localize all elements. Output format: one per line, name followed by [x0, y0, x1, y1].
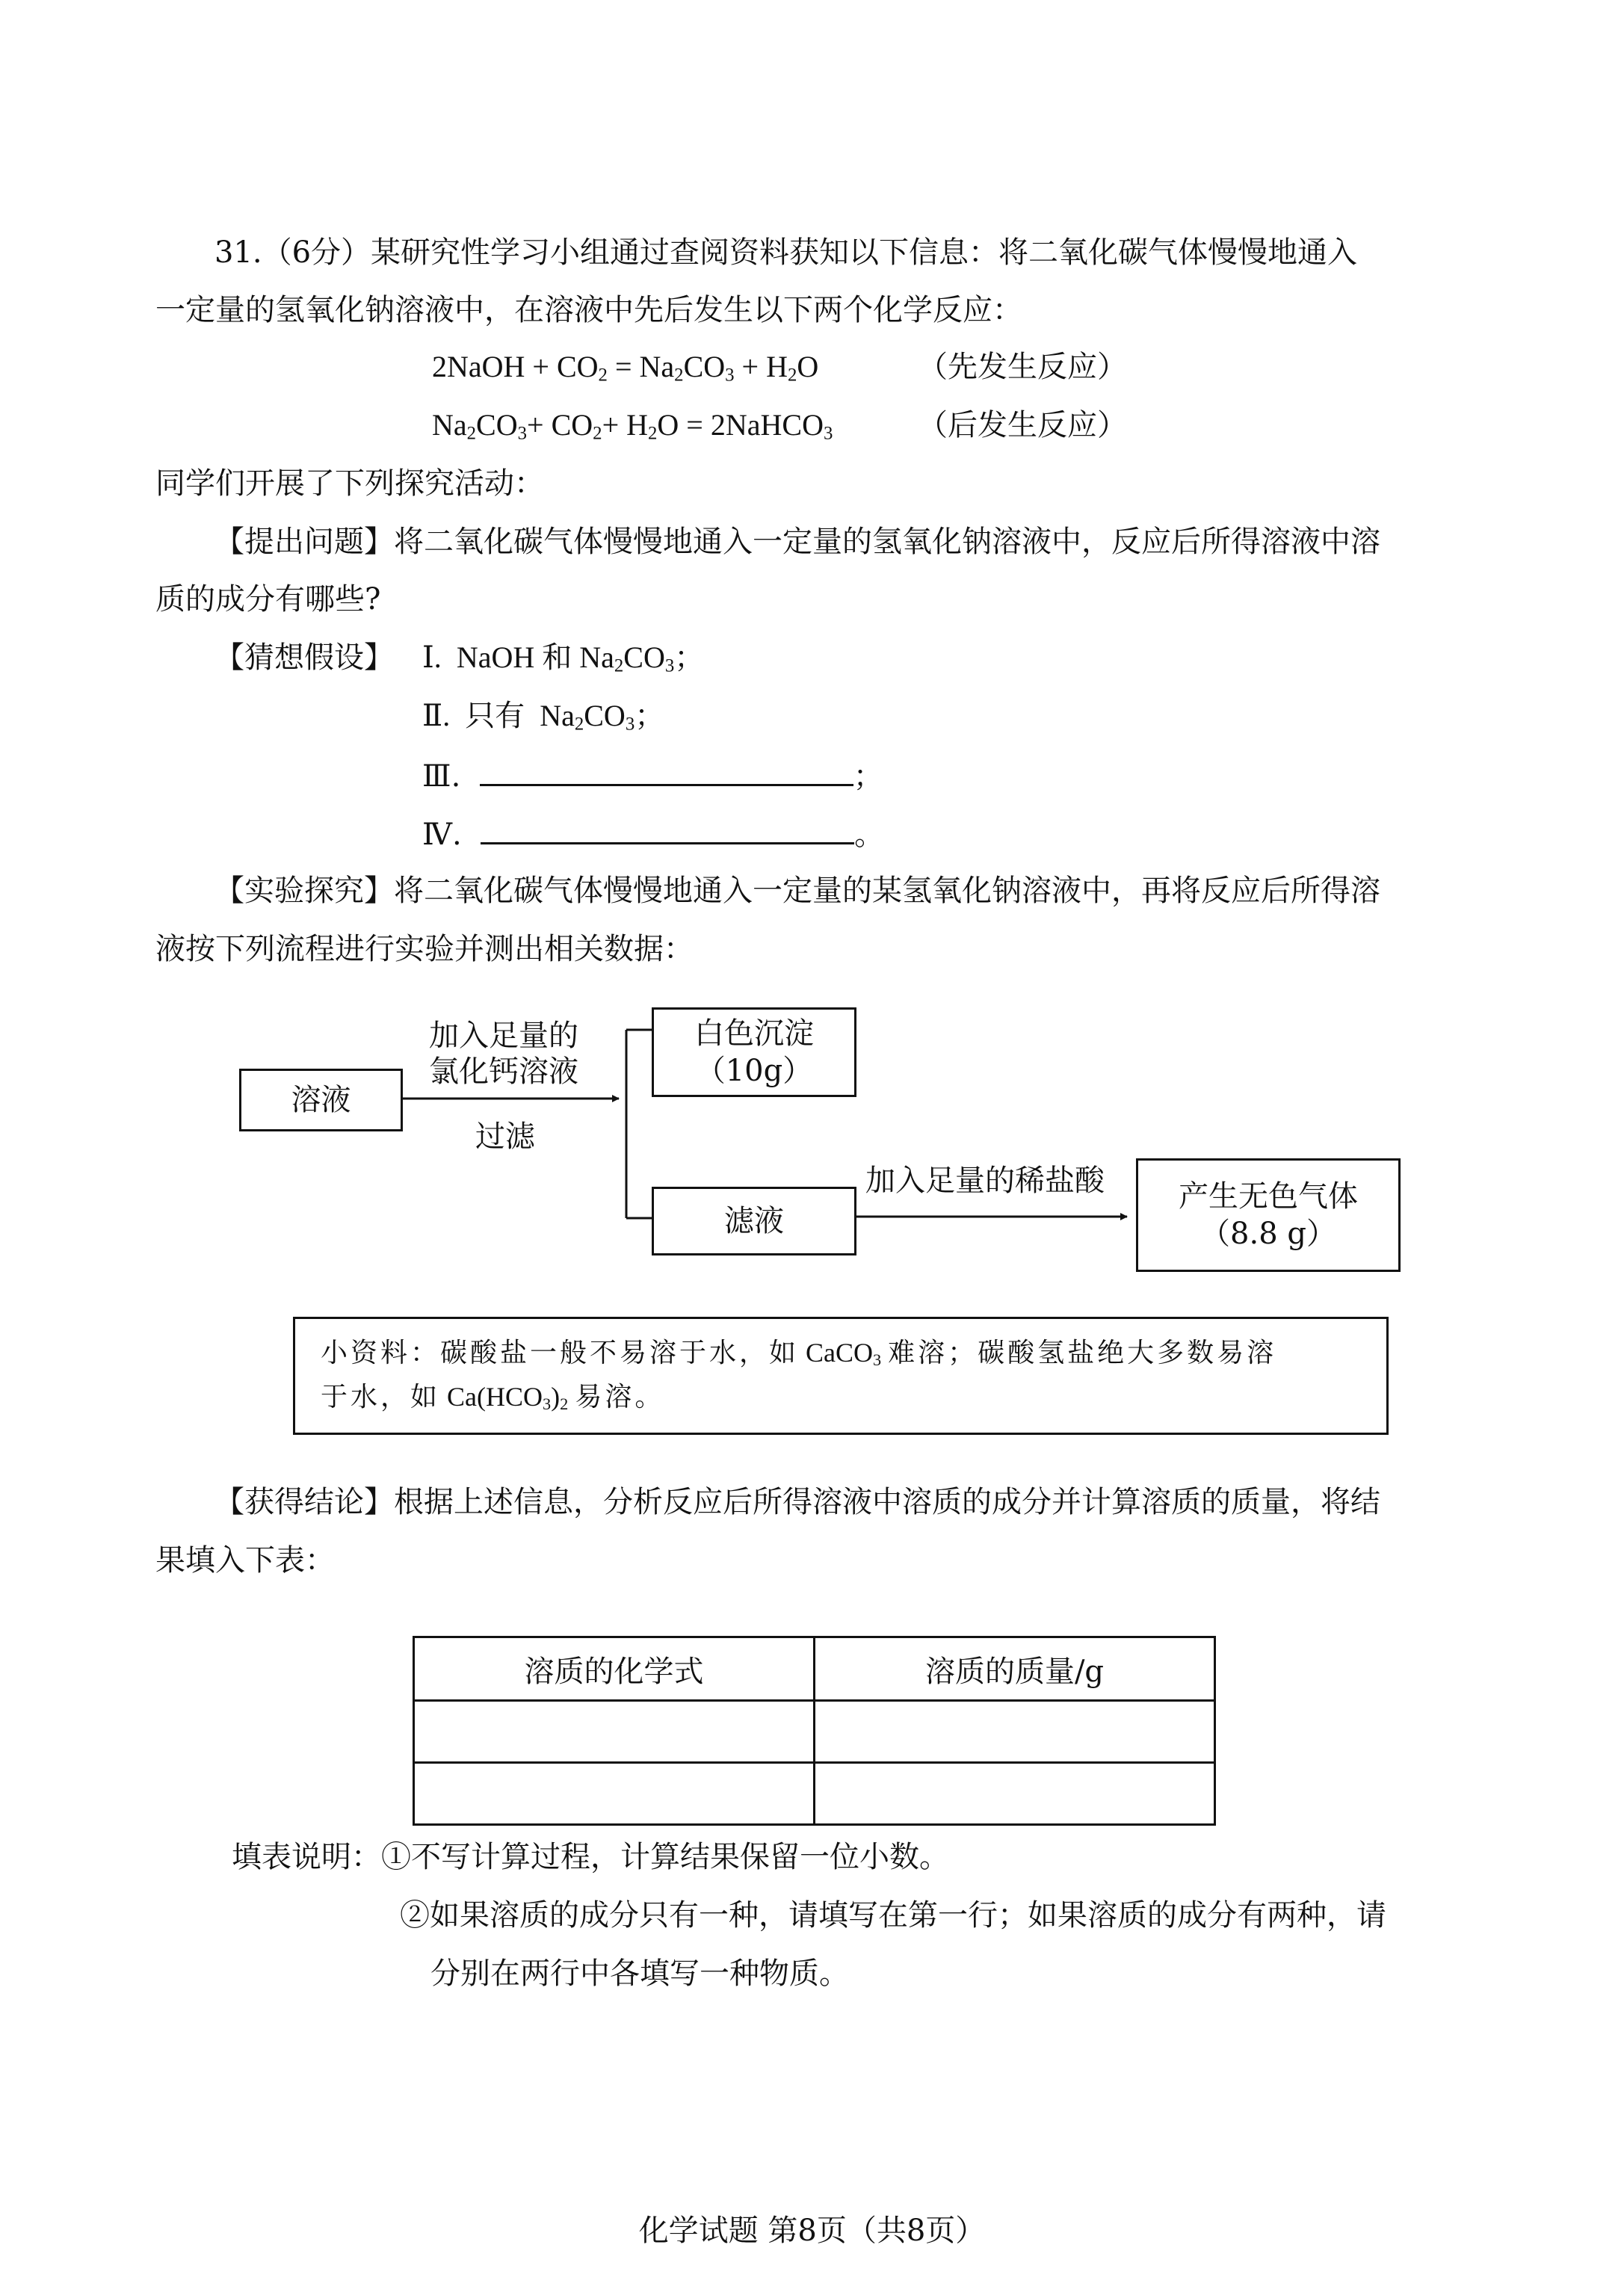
table-cell-formula[interactable] — [414, 1763, 815, 1825]
reaction-1-note: （先发生反应） — [918, 350, 1127, 384]
flow-filter-label: 过滤 — [475, 1119, 535, 1154]
reaction-equation-2: $Na_2CO_3+ CO_2+ H_2O$ = 2NaHCO$_3$ — [432, 408, 833, 444]
problem-line2: 质的成分有哪些? — [155, 582, 381, 617]
flow-step1-label: 加入足量的 氯化钙溶液 — [429, 1019, 578, 1089]
problem-line1: 【提出问题】将二氧化碳气体慢慢地通入一定量的氢氧化钠溶液中，反应后所得溶液中溶 — [214, 525, 1380, 559]
hypothesis-2: Ⅱ. 只有 $Na_2CO_3$； — [422, 699, 665, 735]
note-box — [293, 1317, 1389, 1435]
experiment-label: 【实验探究】 — [214, 874, 394, 908]
experiment-line1: 【实验探究】将二氧化碳气体慢慢地通入一定量的某氢氧化钠溶液中，再将反应后所得溶 — [214, 874, 1380, 908]
flow-box-solution: 溶液 — [239, 1069, 403, 1131]
flow-step2-label: 加入足量的稀盐酸 — [865, 1164, 1105, 1198]
instructions-label: 填表说明： — [232, 1840, 381, 1874]
table-cell-mass[interactable] — [815, 1701, 1215, 1763]
flow-box-precipitate: 白色沉淀 （10g） — [652, 1007, 856, 1097]
page-footer: 化学试题 第8页（共8页） — [638, 2214, 986, 2248]
question-intro-line2: 一定量的氢氧化钠溶液中，在溶液中先后发生以下两个化学反应： — [155, 293, 1022, 327]
hypothesis-1: Ⅰ. NaOH 和 $Na_2CO_3$； — [422, 640, 705, 676]
conclusion-label: 【获得结论】 — [214, 1485, 394, 1519]
table-header-mass: 溶质的质量/g — [815, 1637, 1215, 1701]
flow-box-filtrate: 滤液 — [652, 1187, 856, 1255]
note-line2: 于水，如 $Ca(HCO_3)_2$ 易溶。 — [321, 1382, 665, 1413]
instructions-line1: 填表说明：①不写计算过程，计算结果保留一位小数。 — [232, 1840, 949, 1874]
flow-box-gas: 产生无色气体 （8.8 g） — [1136, 1158, 1401, 1272]
hypothesis-4: Ⅳ. 。 — [422, 814, 884, 853]
table-cell-mass[interactable] — [815, 1763, 1215, 1825]
note-line1: 小资料：碳酸盐一般不易溶于水，如 CaCO$_3$ 难溶；碳酸氢盐绝大多数易溶 — [321, 1338, 1277, 1369]
instructions-item2-line2: 分别在两行中各填写一种物质。 — [430, 1956, 849, 1991]
activity-intro: 同学们开展了下列探究活动： — [155, 466, 544, 501]
question-intro-line1: 31.（6分）某研究性学习小组通过查阅资料获知以下信息：将二氧化碳气体慢慢地通入 — [214, 235, 1358, 270]
instructions-item2-line1: ②如果溶质的成分只有一种，请填写在第一行；如果溶质的成分有两种，请 — [400, 1898, 1386, 1933]
table-row — [414, 1763, 1215, 1825]
hypothesis-3: Ⅲ. ； — [422, 756, 883, 795]
conclusion-line1: 【获得结论】根据上述信息，分析反应后所得溶液中溶质的成分并计算溶质的质量，将结 — [214, 1485, 1380, 1519]
table-header-formula: 溶质的化学式 — [414, 1637, 815, 1701]
hypothesis-label: 【猜想假设】 — [214, 640, 394, 675]
reaction-2-note: （后发生反应） — [918, 408, 1127, 442]
result-table — [413, 1636, 1216, 1826]
table-header-row — [414, 1637, 1215, 1701]
table-cell-formula[interactable] — [414, 1701, 815, 1763]
experiment-line2: 液按下列流程进行实验并测出相关数据： — [155, 932, 694, 966]
reaction-equation-1: 2NaOH + $CO_2 = Na_2CO_3 + H_2O$ — [432, 350, 819, 386]
problem-label: 【提出问题】 — [214, 525, 394, 559]
table-row — [414, 1701, 1215, 1763]
conclusion-line2: 果填入下表： — [155, 1543, 335, 1578]
